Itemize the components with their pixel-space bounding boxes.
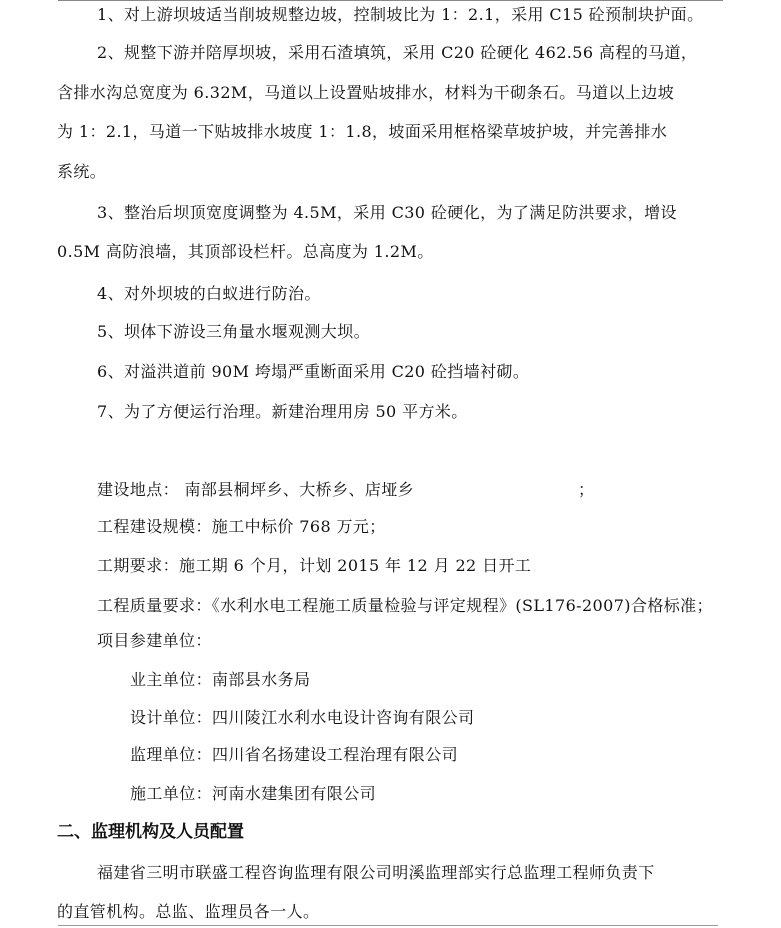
project-quality: 工程质量要求：《水利水电工程施工质量检验与评定规程》(SL176-2007)合格标准； — [97, 596, 713, 615]
item-7-line: 7、为了方便运行治理。新建治理用房 50 平方米。 — [97, 402, 468, 421]
item-5-line: 5、坝体下游设三角量水堰观测大坝。 — [97, 322, 370, 341]
item-2-line-3: 为 1：2.1，马道一下贴坡排水坡度 1：1.8，坡面采用框格梁草坡护坡，并完善排水 — [57, 122, 668, 141]
project-location: 建设地点： 南部县桐坪乡、大桥乡、店垭乡 — [97, 480, 415, 499]
project-schedule: 工期要求：施工期 6 个月，计划 2015 年 12 月 22 日开工 — [97, 556, 532, 575]
item-3-line-1: 3、整治后坝顶宽度调整为 4.5M，采用 C30 砼硬化，为了满足防洪要求，增设 — [97, 203, 677, 222]
project-contractor: 施工单位：河南水建集团有限公司 — [130, 784, 377, 803]
item-4-line: 4、对外坝坡的白蚁进行防治。 — [97, 284, 321, 303]
project-designer: 设计单位：四川陵江水利水电设计咨询有限公司 — [130, 708, 475, 727]
project-participants-label: 项目参建单位： — [97, 631, 212, 650]
project-location-end: ； — [578, 480, 595, 499]
page-top-border — [58, 0, 723, 1]
item-2-line-4: 系统。 — [57, 162, 107, 181]
item-3-line-2: 0.5M 高防浪墙，其顶部设栏杆。总高度为 1.2M。 — [57, 242, 434, 261]
item-2-line-1: 2、规整下游并陪厚坝坡，采用石渣填筑，采用 C20 砼硬化 462.56 高程的马道， — [97, 43, 698, 62]
item-2-line-2: 含排水沟总宽度为 6.32M，马道以上设置贴坡排水，材料为干砌条石。马道以上边坡 — [57, 83, 675, 102]
project-owner: 业主单位：南部县水务局 — [130, 670, 311, 689]
page-bottom-border — [58, 925, 718, 926]
section-2-para-line-2: 的直管机构。总监、监理员各一人。 — [57, 902, 320, 921]
item-1-line: 1、对上游坝坡适当削坡规整边坡，控制坡比为 1：2.1，采用 C15 砼预制块护面。 — [97, 5, 704, 24]
section-2-heading: 二、监理机构及人员配置 — [57, 822, 244, 842]
project-scale: 工程建设规模：施工中标价 768 万元； — [97, 517, 386, 536]
project-supervisor: 监理单位：四川省名扬建设工程治理有限公司 — [130, 745, 459, 764]
section-2-para-line-1: 福建省三明市联盛工程咨询监理有限公司明溪监理部实行总监理工程师负责下 — [97, 863, 655, 882]
item-6-line: 6、对溢洪道前 90M 垮塌严重断面采用 C20 砼挡墙衬砌。 — [97, 362, 530, 381]
